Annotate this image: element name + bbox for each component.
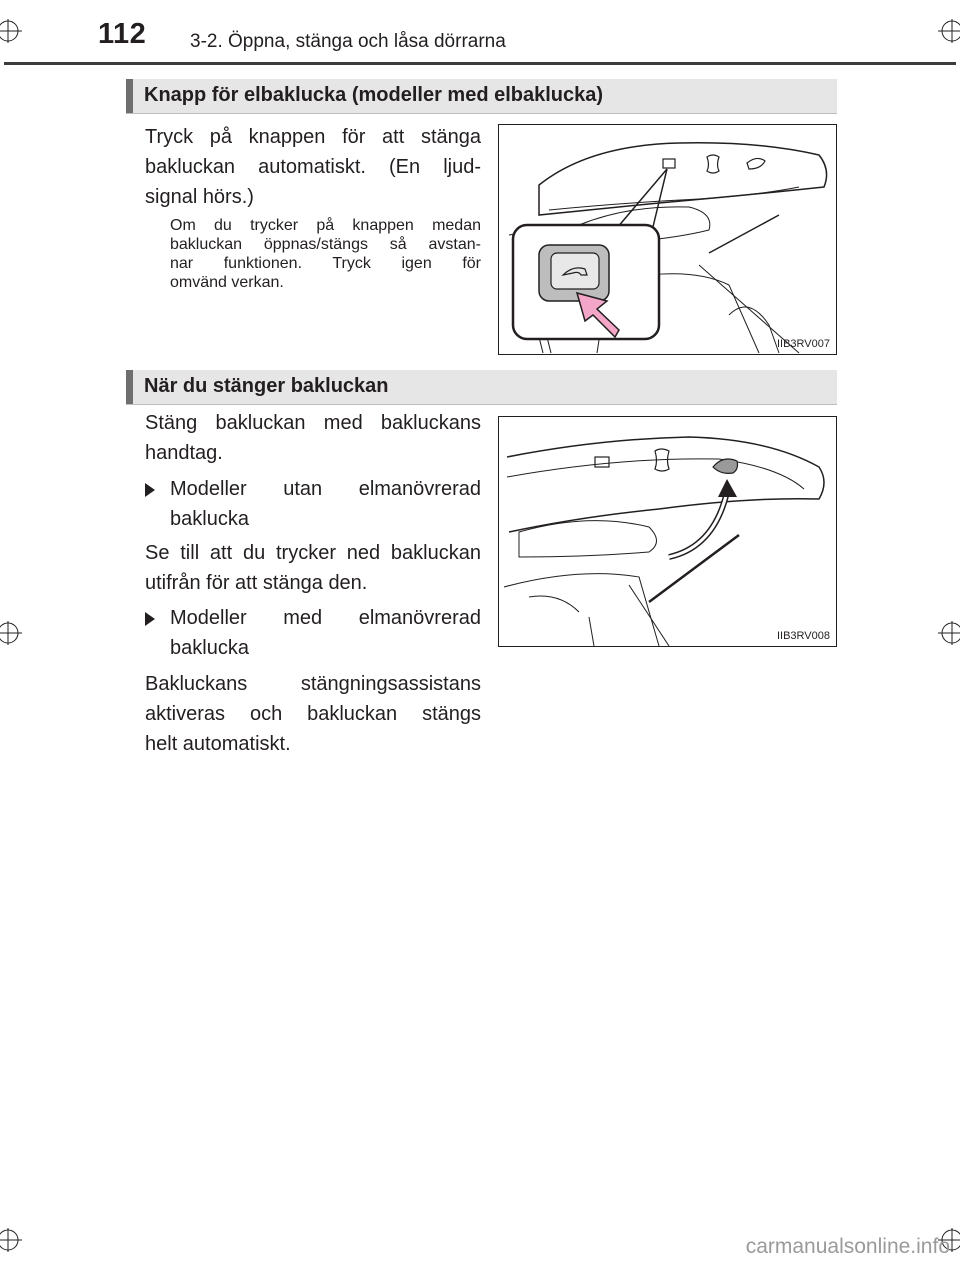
paragraph-line: signal hörs.) <box>145 186 254 208</box>
section-heading-label: När du stänger bakluckan <box>144 375 389 397</box>
section-heading-closing-tailgate <box>126 370 837 405</box>
paragraph-line: Se till att du trycker ned bakluckan <box>145 542 481 564</box>
bullet-triangle-icon <box>145 483 155 497</box>
paragraph-line: Stäng bakluckan med bakluckans <box>145 412 481 434</box>
list-item-line: Modeller utan elmanövrerad <box>170 478 481 500</box>
page-number: 112 <box>98 18 147 50</box>
list-item-line: Modeller med elmanövrerad <box>170 607 481 629</box>
registration-mark-icon <box>930 16 960 46</box>
paragraph-line: Bakluckans stängningsassistans <box>145 673 481 695</box>
bullet-triangle-icon <box>145 612 155 626</box>
registration-mark-icon <box>0 618 30 648</box>
paragraph-line: handtag. <box>145 442 223 464</box>
figure-tailgate-handle <box>498 416 837 647</box>
note-line: nar funktionen. Tryck igen för <box>170 255 481 272</box>
paragraph-line: helt automatiskt. <box>145 733 291 755</box>
section-heading-accent <box>126 79 133 113</box>
section-heading-label: Knapp för elbaklucka (modeller med elbaklucka) <box>144 84 604 106</box>
section-heading-power-tailgate-button <box>126 79 837 114</box>
registration-mark-icon <box>0 1225 30 1255</box>
paragraph-line: bakluckan automatiskt. (En ljud- <box>145 156 481 178</box>
registration-mark-icon <box>0 16 30 46</box>
list-item <box>145 474 481 534</box>
tailgate-button-illustration <box>499 125 836 354</box>
figure-code: IIB3RV007 <box>776 338 830 350</box>
paragraph-line: aktiveras och bakluckan stängs <box>145 703 481 725</box>
list-item-line: baklucka <box>170 508 249 530</box>
paragraph-line: Tryck på knappen för att stänga <box>145 126 481 148</box>
watermark: carmanualsonline.info <box>745 1235 950 1258</box>
note-line: omvänd verkan. <box>170 274 284 291</box>
note-line: bakluckan öppnas/stängs så avstan- <box>170 236 481 253</box>
figure-tailgate-button <box>498 124 837 355</box>
figure-code: IIB3RV008 <box>776 630 830 642</box>
paragraph-line: utifrån för att stänga den. <box>145 572 368 594</box>
header-divider <box>4 62 956 65</box>
tailgate-handle-illustration <box>499 417 836 646</box>
registration-mark-icon <box>930 618 960 648</box>
section-heading-accent <box>126 370 133 404</box>
note-line: Om du trycker på knappen medan <box>170 217 481 234</box>
list-item-line: baklucka <box>170 637 249 659</box>
list-item <box>145 603 481 663</box>
chapter-title: 3-2. Öppna, stänga och låsa dörrarna <box>190 31 506 52</box>
